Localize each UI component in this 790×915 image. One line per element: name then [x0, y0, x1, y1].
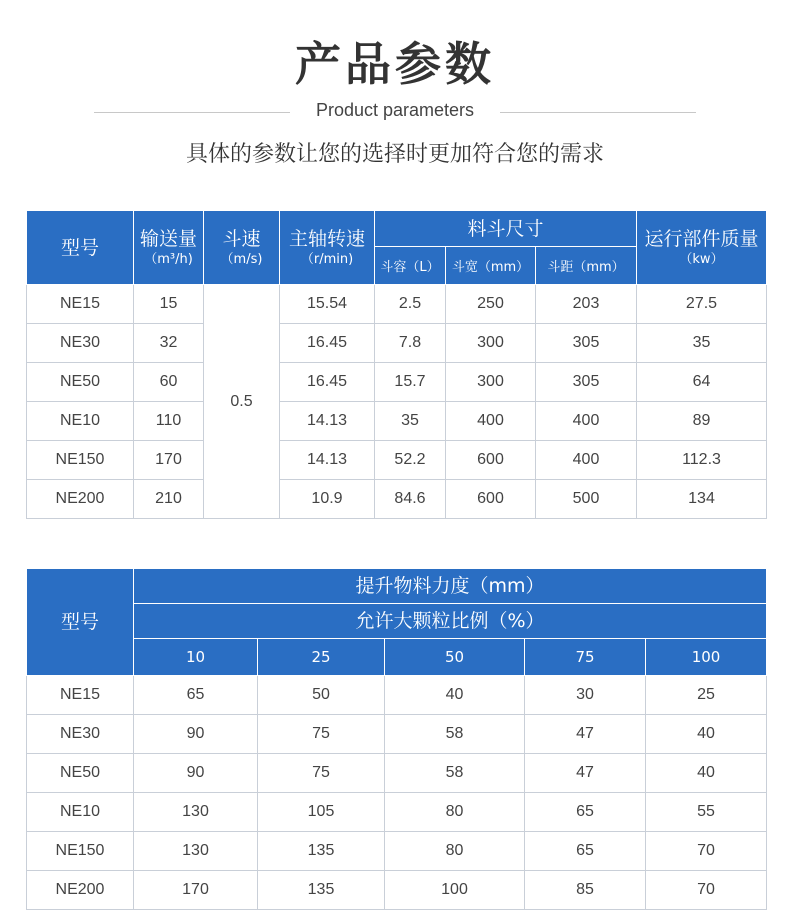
cell-model: NE150 — [27, 441, 134, 480]
cell-value: 47 — [525, 754, 646, 793]
cell-width: 600 — [446, 441, 536, 480]
table-row — [27, 754, 767, 793]
header-model: 型号 — [27, 569, 134, 676]
table-row — [27, 715, 767, 754]
cell-volume: 2.5 — [375, 285, 446, 324]
cell-value: 85 — [525, 871, 646, 910]
table-row — [27, 871, 767, 910]
cell-value: 90 — [134, 715, 258, 754]
cell-model: NE10 — [27, 402, 134, 441]
cell-mass: 35 — [637, 324, 767, 363]
header-col-10: 10 — [134, 639, 258, 676]
header-lift-strength: 提升物料力度（mm） — [134, 569, 767, 604]
cell-value: 80 — [385, 793, 525, 832]
header-col-25: 25 — [258, 639, 385, 676]
table-row — [27, 676, 767, 715]
cell-value: 70 — [646, 871, 767, 910]
cell-model: NE15 — [27, 285, 134, 324]
cell-spindle: 15.54 — [280, 285, 375, 324]
cell-volume: 7.8 — [375, 324, 446, 363]
header-col-50: 50 — [385, 639, 525, 676]
cell-model: NE30 — [27, 715, 134, 754]
cell-value: 130 — [134, 793, 258, 832]
cell-pitch: 305 — [536, 363, 637, 402]
cell-value: 58 — [385, 754, 525, 793]
cell-volume: 35 — [375, 402, 446, 441]
subtitle-row — [0, 100, 790, 126]
page-description: 具体的参数让您的选择时更加符合您的需求 — [185, 142, 604, 167]
table-row — [27, 363, 767, 402]
cell-width: 300 — [446, 363, 536, 402]
header-bucket-size: 料斗尺寸 — [375, 211, 637, 247]
cell-bucket-speed: 0.5 — [204, 285, 280, 519]
cell-width: 400 — [446, 402, 536, 441]
cell-value: 75 — [258, 715, 385, 754]
divider-right — [500, 112, 696, 113]
cell-mass: 64 — [637, 363, 767, 402]
table-row — [27, 832, 767, 871]
cell-value: 90 — [134, 754, 258, 793]
cell-volume: 15.7 — [375, 363, 446, 402]
cell-pitch: 400 — [536, 402, 637, 441]
header-moving-parts-mass: 运行部件质量 （kw） — [637, 211, 767, 285]
cell-pitch: 500 — [536, 480, 637, 519]
cell-value: 100 — [385, 871, 525, 910]
cell-value: 105 — [258, 793, 385, 832]
cell-width: 250 — [446, 285, 536, 324]
cell-value: 50 — [258, 676, 385, 715]
cell-capacity: 60 — [134, 363, 204, 402]
cell-spindle: 14.13 — [280, 441, 375, 480]
cell-pitch: 203 — [536, 285, 637, 324]
table-row — [27, 480, 767, 519]
cell-pitch: 400 — [536, 441, 637, 480]
header-col-75: 75 — [525, 639, 646, 676]
particle-ratio-table — [26, 568, 767, 910]
header-large-particle-ratio: 允许大颗粒比例（%） — [134, 604, 767, 639]
cell-capacity: 110 — [134, 402, 204, 441]
product-parameter-table — [26, 210, 767, 519]
cell-spindle: 16.45 — [280, 363, 375, 402]
cell-capacity: 15 — [134, 285, 204, 324]
header-bucket-speed: 斗速 （m/s) — [204, 211, 280, 285]
cell-model: NE10 — [27, 793, 134, 832]
cell-pitch: 305 — [536, 324, 637, 363]
cell-mass: 112.3 — [637, 441, 767, 480]
page-title: 产品参数 — [295, 37, 495, 91]
cell-model: NE30 — [27, 324, 134, 363]
cell-value: 65 — [525, 832, 646, 871]
cell-value: 40 — [646, 754, 767, 793]
cell-capacity: 170 — [134, 441, 204, 480]
cell-spindle: 16.45 — [280, 324, 375, 363]
header-model: 型号 — [27, 211, 134, 285]
cell-mass: 27.5 — [637, 285, 767, 324]
cell-capacity: 210 — [134, 480, 204, 519]
cell-value: 58 — [385, 715, 525, 754]
cell-model: NE200 — [27, 871, 134, 910]
cell-model: NE50 — [27, 754, 134, 793]
table-row — [27, 285, 767, 324]
header-bucket-pitch: 斗距（mm） — [536, 247, 637, 285]
table-row — [27, 441, 767, 480]
cell-value: 65 — [525, 793, 646, 832]
cell-model: NE150 — [27, 832, 134, 871]
table-row — [27, 402, 767, 441]
cell-model: NE15 — [27, 676, 134, 715]
header-col-100: 100 — [646, 639, 767, 676]
cell-capacity: 32 — [134, 324, 204, 363]
cell-model: NE200 — [27, 480, 134, 519]
cell-value: 135 — [258, 832, 385, 871]
header-capacity: 输送量 （m³/h) — [134, 211, 204, 285]
cell-volume: 84.6 — [375, 480, 446, 519]
header-bucket-volume: 斗容（L） — [375, 247, 446, 285]
cell-value: 25 — [646, 676, 767, 715]
cell-width: 300 — [446, 324, 536, 363]
header-spindle-speed: 主轴转速 （r/min) — [280, 211, 375, 285]
table-row — [27, 793, 767, 832]
cell-value: 65 — [134, 676, 258, 715]
cell-mass: 89 — [637, 402, 767, 441]
cell-volume: 52.2 — [375, 441, 446, 480]
cell-value: 130 — [134, 832, 258, 871]
cell-value: 75 — [258, 754, 385, 793]
cell-value: 55 — [646, 793, 767, 832]
cell-value: 47 — [525, 715, 646, 754]
cell-value: 30 — [525, 676, 646, 715]
cell-mass: 134 — [637, 480, 767, 519]
cell-value: 170 — [134, 871, 258, 910]
cell-width: 600 — [446, 480, 536, 519]
cell-value: 80 — [385, 832, 525, 871]
cell-model: NE50 — [27, 363, 134, 402]
cell-value: 40 — [385, 676, 525, 715]
cell-value: 135 — [258, 871, 385, 910]
cell-spindle: 10.9 — [280, 480, 375, 519]
page-subtitle: Product parameters — [315, 100, 475, 120]
cell-value: 40 — [646, 715, 767, 754]
cell-spindle: 14.13 — [280, 402, 375, 441]
header-bucket-width: 斗宽（mm） — [446, 247, 536, 285]
cell-value: 70 — [646, 832, 767, 871]
table-row — [27, 324, 767, 363]
